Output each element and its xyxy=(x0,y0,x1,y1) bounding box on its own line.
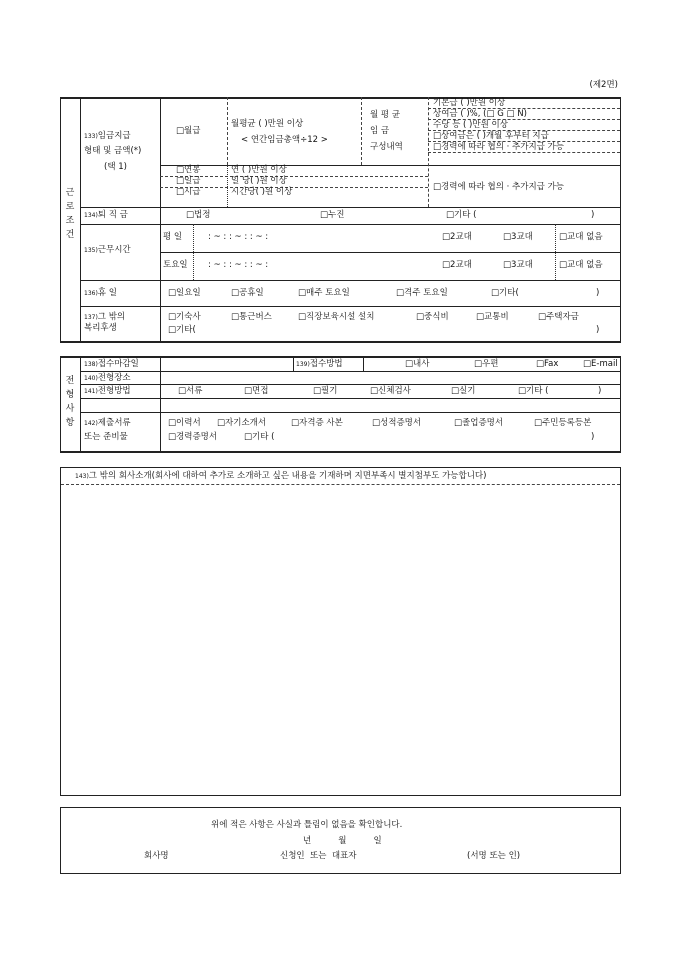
saturday-3shift-checkbox[interactable]: □3교대 xyxy=(503,260,533,270)
doc-transcript-checkbox[interactable]: □성적증명서 xyxy=(372,418,422,428)
method-email-checkbox[interactable]: □E-mail xyxy=(583,359,618,369)
doc-other-close: ) xyxy=(591,432,595,442)
proc-practical-checkbox[interactable]: □실기 xyxy=(451,386,476,396)
company-intro-label: 143)그 밖의 회사소개(회사에 대하여 추가로 소개하고 싶은 내용을 기재하며 지면부족시 별지첨부도 가능합니다) xyxy=(75,471,487,481)
monthly-average-field[interactable]: 월평균 ( )만원 이상 xyxy=(231,119,304,129)
hourly-wage-checkbox[interactable]: □시급 xyxy=(176,187,201,197)
wage-label: 133)임금지급 xyxy=(84,131,131,141)
method-fax-checkbox[interactable]: □Fax xyxy=(536,359,559,369)
daily-wage-field[interactable]: 일 당( )원 이상 xyxy=(231,176,287,186)
retirement-other-checkbox[interactable]: □기타 ( xyxy=(446,210,477,220)
doc-resident-register-checkbox[interactable]: □주민등록등본 xyxy=(534,418,592,428)
saturday-time-field[interactable]: : ~ : : ~ : : ~ : xyxy=(208,260,269,270)
welfare-transport-checkbox[interactable]: □교통비 xyxy=(476,312,509,322)
welfare-other-checkbox[interactable]: □기타( xyxy=(168,325,196,335)
wage-composition-label-1: 월 평 균 xyxy=(370,110,401,120)
method-visit-checkbox[interactable]: □내사 xyxy=(405,359,430,369)
doc-other-checkbox[interactable]: □기타 ( xyxy=(244,432,275,442)
annual-salary-checkbox[interactable]: □연봉 xyxy=(176,165,201,175)
career-negotiable-checkbox[interactable]: □경력에 따라 협의 · 추가지급 가능 xyxy=(433,142,564,152)
hourly-wage-field[interactable]: 시간당( )원 이상 xyxy=(231,187,293,197)
wage-label-line3: (택 1) xyxy=(104,162,127,172)
proc-other-close: ) xyxy=(598,386,602,396)
doc-certificate-checkbox[interactable]: □자격증 사본 xyxy=(291,418,343,428)
wage-composition-label-3: 구성내역 xyxy=(370,142,403,152)
welfare-shuttle-checkbox[interactable]: □통근버스 xyxy=(231,312,272,322)
holiday-sunday-checkbox[interactable]: □일요일 xyxy=(168,288,201,298)
method-mail-checkbox[interactable]: □우편 xyxy=(474,359,499,369)
welfare-label: 137)그 밖의 xyxy=(84,312,126,322)
doc-graduation-checkbox[interactable]: □졸업증명서 xyxy=(454,418,504,428)
signature-field[interactable]: (서명 또는 인) xyxy=(467,851,521,861)
base-pay-field[interactable]: 기본급 ( )만원 이상 xyxy=(433,98,506,108)
screening-section-label: 전 형 사 항 xyxy=(65,376,75,428)
proc-documents-checkbox[interactable]: □서류 xyxy=(178,386,203,396)
weekday-noshift-checkbox[interactable]: □교대 없음 xyxy=(559,232,603,242)
documents-label: 142)제출서류 xyxy=(84,418,131,428)
holiday-other-close: ) xyxy=(596,288,600,298)
saturday-2shift-checkbox[interactable]: □2교대 xyxy=(442,260,472,270)
retirement-legal-checkbox[interactable]: □법정 xyxy=(186,210,211,220)
saturday-label: 토요일 xyxy=(163,260,188,270)
weekday-3shift-checkbox[interactable]: □3교대 xyxy=(503,232,533,242)
welfare-other-close: ) xyxy=(596,325,600,335)
doc-resume-checkbox[interactable]: □이력서 xyxy=(168,418,201,428)
welfare-daycare-checkbox[interactable]: □직장보육시설 설치 xyxy=(298,312,375,322)
daily-wage-checkbox[interactable]: □일급 xyxy=(176,176,201,186)
doc-cover-letter-checkbox[interactable]: □자기소개서 xyxy=(217,418,267,428)
holiday-public-checkbox[interactable]: □공휴일 xyxy=(231,288,264,298)
applicant-label: 신청인 또는 대표자 xyxy=(280,851,357,861)
confirmation-date[interactable]: 년 월 일 xyxy=(303,836,382,846)
holiday-every-saturday-checkbox[interactable]: □매주 토요일 xyxy=(298,288,350,298)
page-number-label: (제2면) xyxy=(589,80,618,90)
confirmation-statement: 위에 적은 사항은 사실과 틀림이 없음을 확인합니다. xyxy=(211,820,403,830)
retirement-progressive-checkbox[interactable]: □누진 xyxy=(320,210,345,220)
bonus-start-checkbox[interactable]: □상여금은 ( )개월 후부터 지급 xyxy=(433,131,549,141)
allowance-field[interactable]: 수당 등 ( )만원 이상 xyxy=(433,120,508,130)
monthly-average-note: < 연간임금총액÷12 > xyxy=(241,135,328,145)
company-intro-box[interactable] xyxy=(60,467,621,796)
annual-salary-field[interactable]: 연 ( )만원 이상 xyxy=(231,165,287,175)
monthly-wage-checkbox[interactable]: □월급 xyxy=(176,126,201,136)
working-hours-label: 135)근무시간 xyxy=(84,245,131,255)
wage-composition-label-2: 임 금 xyxy=(370,126,390,136)
weekday-2shift-checkbox[interactable]: □2교대 xyxy=(442,232,472,242)
proc-interview-checkbox[interactable]: □면접 xyxy=(244,386,269,396)
screening-method-label: 141)전형방법 xyxy=(84,386,131,396)
welfare-dormitory-checkbox[interactable]: □기숙사 xyxy=(168,312,201,322)
saturday-noshift-checkbox[interactable]: □교대 없음 xyxy=(559,260,603,270)
welfare-meal-checkbox[interactable]: □중식비 xyxy=(416,312,449,322)
doc-career-certificate-checkbox[interactable]: □경력증명서 xyxy=(168,432,218,442)
retirement-label: 134)퇴 직 금 xyxy=(84,210,128,220)
retirement-other-close: ) xyxy=(591,210,595,220)
weekday-label: 평 일 xyxy=(163,232,183,242)
deadline-label: 138)접수마감일 xyxy=(84,359,139,369)
career-negotiable-checkbox-2[interactable]: □경력에 따라 협의 · 추가지급 가능 xyxy=(433,182,564,192)
weekday-time-field[interactable]: : ~ : : ~ : : ~ : xyxy=(208,232,269,242)
proc-physical-checkbox[interactable]: □신체검사 xyxy=(370,386,411,396)
application-method-label: 139)접수방법 xyxy=(296,359,343,369)
work-conditions-section-label: 근 로 조 건 xyxy=(65,188,75,240)
holiday-other-checkbox[interactable]: □기타( xyxy=(491,288,519,298)
holiday-biweekly-saturday-checkbox[interactable]: □격주 토요일 xyxy=(396,288,448,298)
proc-written-checkbox[interactable]: □필기 xyxy=(313,386,338,396)
company-name-label: 회사명 xyxy=(144,851,169,861)
welfare-label-line2: 복리후생 xyxy=(84,323,117,333)
welfare-housing-checkbox[interactable]: □주택자금 xyxy=(538,312,579,322)
bonus-field[interactable]: 상여금 ( )%, (□ G □ N) xyxy=(433,109,527,119)
wage-label-line2: 형태 및 금액(*) xyxy=(84,146,142,156)
documents-label-line2: 또는 준비물 xyxy=(84,432,128,442)
holiday-label: 136)휴 일 xyxy=(84,288,117,298)
proc-other-checkbox[interactable]: □기타 ( xyxy=(518,386,549,396)
screening-place-label: 140)전형장소 xyxy=(84,373,131,383)
